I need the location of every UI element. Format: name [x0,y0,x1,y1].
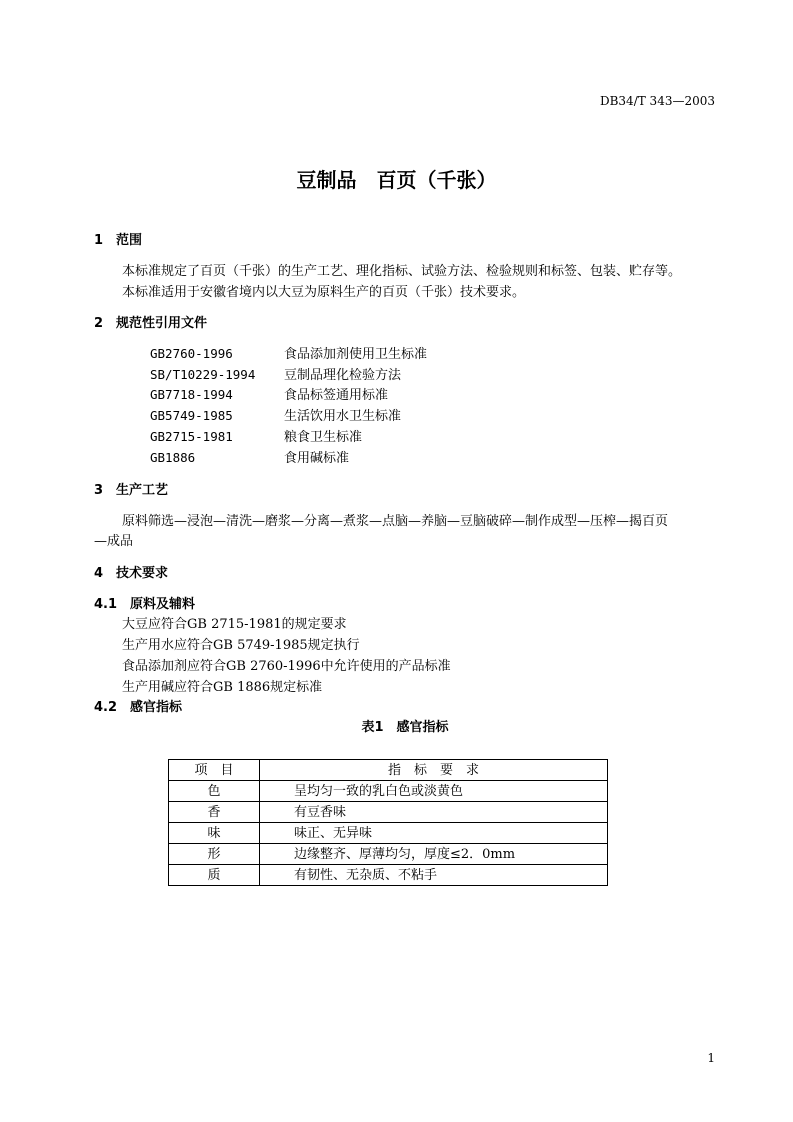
scope-paragraph-1: 本标准规定了百页（千张）的生产工艺、理化指标、试验方法、检验规则和标签、包装、贮存等。 [122,264,682,279]
raw-material-item: 大豆应符合GB 2715-1981的规定要求 [122,617,347,632]
reference-code: GB2715-1981 [150,429,233,444]
table-cell-requirement: 有豆香味 [260,802,608,823]
sensory-indicators-table [168,759,608,886]
table-row [169,802,608,823]
reference-code: GB1886 [150,450,196,465]
reference-code: GB5749-1985 [150,408,233,423]
section-heading-technical: 4 技术要求 [94,566,169,581]
table-cell-requirement: 边缘整齐、厚薄均匀，厚度≤2．0mm [260,844,608,865]
reference-title: 食品添加剂使用卫生标准 [284,347,428,362]
table-cell-item: 香 [169,802,260,823]
scope-paragraph-2: 本标准适用于安徽省境内以大豆为原料生产的百页（千张）技术要求。 [122,285,526,300]
reference-title: 豆制品理化检验方法 [284,368,402,383]
raw-material-item: 生产用水应符合GB 5749-1985规定执行 [122,638,360,653]
table-cell-requirement: 有韧性、无杂质、不粘手 [260,865,608,886]
table-header-row [169,760,608,781]
table-cell-item: 质 [169,865,260,886]
reference-title: 食用碱标准 [284,451,350,466]
raw-material-item: 食品添加剂应符合GB 2760-1996中允许使用的产品标准 [122,659,451,674]
table-cell-requirement: 呈均匀一致的乳白色或淡黄色 [260,781,608,802]
reference-title: 粮食卫生标准 [284,430,363,445]
reference-code: GB2760-1996 [150,346,233,361]
table-row [169,823,608,844]
table-cell-item: 形 [169,844,260,865]
table-cell-item: 色 [169,781,260,802]
table-cell-requirement: 味正、无异味 [260,823,608,844]
section-heading-process: 3 生产工艺 [94,483,169,498]
reference-code: GB7718-1994 [150,387,233,402]
section-heading-scope: 1 范围 [94,233,143,248]
table-row [169,781,608,802]
table-cell-item: 味 [169,823,260,844]
raw-material-item: 生产用碱应符合GB 1886规定标准 [122,680,323,695]
document-code: DB34/T 343—2003 [599,94,715,108]
column-header-requirement: 指 标 要 求 [260,760,608,781]
table-row [169,844,608,865]
reference-code: SB/T10229-1994 [150,367,256,382]
reference-title: 生活饮用水卫生标准 [284,409,402,424]
table-row [169,865,608,886]
reference-title: 食品标签通用标准 [284,388,389,403]
section-heading-normative: 2 规范性引用文件 [94,316,208,331]
subsection-heading-raw-materials: 4.1 原料及辅料 [94,597,196,612]
process-flow-line-1: 原料筛选—浸泡—清洗—磨浆—分离—煮浆—点脑—养脑—豆脑破碎—制作成型—压榨—揭百页 [122,514,669,529]
document-title: 豆制品 百页（千张） [296,168,497,192]
subsection-heading-sensory: 4.2 感官指标 [94,700,183,715]
process-flow-line-2: —成品 [94,534,134,549]
table-caption: 表1 感官指标 [361,720,449,735]
page-number: 1 [707,1051,715,1065]
column-header-item: 项 目 [169,760,260,781]
